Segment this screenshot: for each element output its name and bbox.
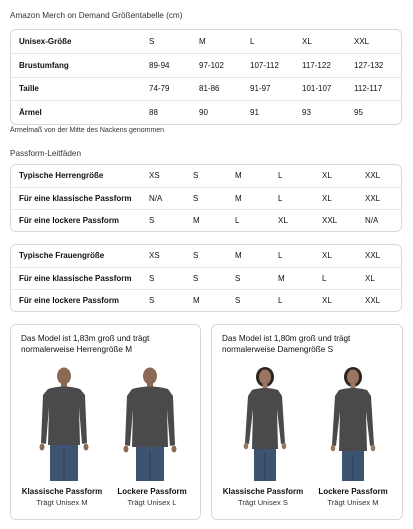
men-fit-table-cell: L [278, 187, 322, 209]
men-fit-table-header-label: Typische Herrengröße [19, 171, 104, 181]
women-classic-fit-photo [230, 365, 300, 481]
size-table-row-label: Brustumfang [11, 54, 149, 78]
men-fit-table-header-row [11, 165, 401, 187]
men-fit-table-cell: L [278, 171, 283, 181]
men-fit-table-cell: S [193, 187, 235, 209]
women-loose-fit-label: Lockere Passform [318, 487, 388, 496]
women-model-caption: Das Model ist 1,80m groß und trägt normalerweise Damengröße S [222, 334, 351, 354]
size-table-cell: M [199, 37, 206, 46]
men-fit-table-cell: XS [149, 171, 160, 181]
women-fit-table-cell: S [193, 267, 235, 289]
size-table-cell: 127-132 [354, 54, 401, 78]
men-fit-table-cell: XL [322, 171, 332, 181]
size-table-cell: 91-97 [250, 77, 302, 101]
size-table-cell: 101-107 [302, 77, 354, 101]
women-fit-table-cell: S [235, 267, 278, 289]
size-table-cell: 107-112 [250, 54, 302, 78]
women-fit-table-cell: S [193, 251, 199, 261]
size-table-cell: 89-94 [149, 54, 199, 78]
women-fit-table-cell: L [278, 289, 322, 311]
women-model-card [211, 324, 403, 520]
size-table-cell: 117-122 [302, 54, 354, 78]
men-fit-table-cell: S [149, 209, 193, 231]
men-fit-table-cell: N/A [365, 209, 401, 231]
women-fit-table-cell: M [235, 251, 242, 261]
size-table-cell: 95 [354, 101, 401, 125]
size-table-cell: XL [302, 37, 312, 46]
men-loose-fit-photo [115, 365, 185, 481]
size-table [11, 30, 401, 124]
men-fit-table-row-label: Für eine lockere Passform [11, 209, 149, 231]
women-fit-table-cell: XL [365, 267, 401, 289]
size-table-cell: 97-102 [199, 54, 250, 78]
women-fit-table-cell: XXL [365, 289, 401, 311]
men-loose-fit-label: Lockere Passform [117, 487, 187, 496]
women-fit-table-cell: S [149, 267, 193, 289]
size-table-row-label: Taille [11, 77, 149, 101]
men-fit-table-cell: L [235, 209, 278, 231]
men-fit-table-cell: XXL [365, 171, 381, 181]
men-fit-table-cell: M [235, 187, 278, 209]
women-fit-table-cell: M [278, 267, 322, 289]
size-table-cell: 91 [250, 101, 302, 125]
men-model-card [10, 324, 201, 520]
women-fit-table-header-label: Typische Frauengröße [19, 251, 105, 261]
men-fit-table-cell: M [235, 171, 242, 181]
size-table-cell: 81-86 [199, 77, 250, 101]
men-fit-table-cell: XL [322, 187, 365, 209]
sleeve-note: Ärmelmaß von der Mitte des Nackens genommen [10, 127, 165, 134]
men-fit-table-cell: XXL [365, 187, 401, 209]
size-table-cell: S [149, 37, 155, 46]
size-table-cell: 74-79 [149, 77, 199, 101]
men-model-caption: Das Model ist 1,83m groß und trägt normalerweise Herrengröße M [21, 334, 150, 354]
size-table-cell: 93 [302, 101, 354, 125]
men-fit-table-cell: XXL [322, 209, 365, 231]
size-table-row [11, 101, 401, 125]
size-table-cell: 88 [149, 101, 199, 125]
men-fit-table-cell: XL [278, 209, 322, 231]
size-table-card [10, 29, 402, 125]
men-loose-fit-size: Trägt Unisex L [127, 498, 177, 507]
women-fit-table-cell: XL [322, 251, 332, 261]
women-loose-fit-size: Trägt Unisex M [327, 498, 379, 507]
women-fit-table-header-row [11, 245, 401, 267]
women-fit-table-cell: S [149, 289, 193, 311]
size-table-cell: L [250, 37, 255, 46]
women-classic-fit-size: Trägt Unisex S [238, 498, 288, 507]
size-table-cell: 112-117 [354, 77, 401, 101]
size-table-header-label: Unisex-Größe [19, 37, 72, 46]
men-fit-table-cell: M [193, 209, 235, 231]
men-fit-table-card [10, 164, 402, 232]
men-fit-table-row [11, 209, 401, 231]
men-fit-table-cell: N/A [149, 187, 193, 209]
men-fit-table-row-label: Für eine klassische Passform [11, 187, 149, 209]
women-fit-table-cell: L [322, 267, 365, 289]
women-loose-fit-photo [318, 365, 388, 481]
men-fit-table-cell: S [193, 171, 199, 181]
size-table-cell: 90 [199, 101, 250, 125]
men-fit-table-row [11, 187, 401, 209]
size-table-row [11, 77, 401, 101]
size-table-row-label: Ärmel [11, 101, 149, 125]
size-table-header-row [11, 30, 401, 54]
page-title: Amazon Merch on Demand Größentabelle (cm) [10, 11, 183, 20]
women-fit-table-row [11, 267, 401, 289]
women-fit-table-cell: L [278, 251, 283, 261]
women-fit-table-cell: XXL [365, 251, 381, 261]
women-fit-table-cell: M [193, 289, 235, 311]
fit-guide-title: Passform-Leitfäden [10, 149, 81, 158]
women-fit-table-cell: XS [149, 251, 160, 261]
size-table-row [11, 54, 401, 78]
women-fit-table-cell: XL [322, 289, 365, 311]
women-fit-table-row-label: Für eine klassische Passform [11, 267, 149, 289]
men-classic-fit-photo [29, 365, 99, 481]
women-classic-fit-label: Klassische Passform [222, 487, 304, 496]
men-classic-fit-label: Klassische Passform [21, 487, 103, 496]
women-fit-table-row [11, 289, 401, 311]
size-table-cell: XXL [354, 37, 370, 46]
men-classic-fit-size: Trägt Unisex M [36, 498, 88, 507]
women-fit-table [11, 245, 401, 311]
men-fit-table [11, 165, 401, 231]
women-fit-table-row-label: Für eine lockere Passform [11, 289, 149, 311]
women-fit-table-card [10, 244, 402, 312]
women-fit-table-cell: S [235, 289, 278, 311]
